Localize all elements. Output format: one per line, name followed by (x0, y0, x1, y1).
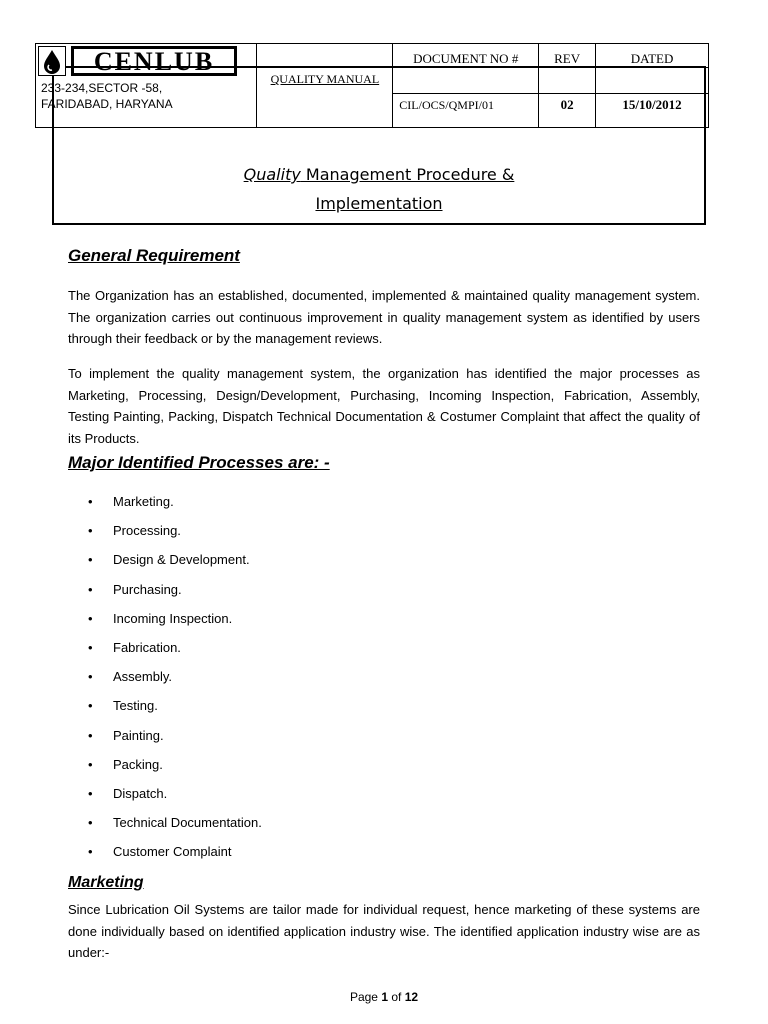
address-line-2: FARIDABAD, HARYANA (41, 97, 173, 111)
blank-cell (257, 44, 393, 68)
doc-no-value: CIL/OCS/QMPI/01 (393, 94, 539, 128)
oil-drop-icon (38, 46, 66, 76)
blank-cell (539, 68, 596, 94)
page-word: Page (349, 990, 378, 1004)
general-paragraph-2: To implement the quality management system, the organization has identified the major processes as Marketing, Processing, Design/Development, Purchasing, Incoming Inspection, Fabrication, Assembly, Testing Painting, Packing, Dispatch Technical Documentation & Costumer Complaint that affect the quality of its Products. (68, 366, 700, 446)
manual-label: QUALITY MANUAL (257, 68, 393, 128)
list-item: • Dispatch. (88, 782, 262, 811)
page-current: 1 (381, 990, 388, 1004)
title-line1: Management Procedure & (300, 165, 515, 184)
blank-cell (596, 68, 709, 94)
general-requirement-heading: General Requirement (68, 246, 240, 265)
dated-label: DATED (596, 44, 709, 68)
rev-value: 02 (539, 94, 596, 128)
company-name: CENLUB (71, 46, 237, 76)
rev-label: REV (539, 44, 596, 68)
list-item: • Incoming Inspection. (88, 607, 262, 636)
list-item: • Marketing. (88, 490, 262, 519)
document-title (52, 160, 706, 218)
marketing-paragraph: Since Lubrication Oil Systems are tailor made for individual request, hence marketing of these systems are done individually based on identified application industry wise. The identified application industry wise are as under:- (68, 902, 700, 960)
company-address (41, 80, 173, 112)
list-item: • Purchasing. (88, 578, 262, 607)
marketing-heading: Marketing (68, 874, 144, 891)
list-item: • Fabrication. (88, 636, 262, 665)
company-logo (38, 46, 238, 78)
list-item: • Technical Documentation. (88, 811, 262, 840)
list-item: • Packing. (88, 753, 262, 782)
title-italic: Quality (243, 165, 301, 184)
page-footer (0, 990, 768, 1004)
list-item: • Customer Complaint (88, 840, 262, 869)
dated-value: 15/10/2012 (596, 94, 709, 128)
processes-heading: Major Identified Processes are: - (68, 453, 330, 472)
list-item: • Design & Development. (88, 548, 262, 577)
processes-list (88, 490, 262, 869)
list-item: • Painting. (88, 724, 262, 753)
list-item: • Processing. (88, 519, 262, 548)
of-word: of (391, 990, 402, 1004)
list-item: • Testing. (88, 694, 262, 723)
address-line-1: 233-234,SECTOR -58, (41, 81, 163, 95)
page-total: 12 (404, 990, 419, 1004)
blank-cell (393, 68, 539, 94)
doc-no-label: DOCUMENT NO # (393, 44, 539, 68)
general-paragraph-1: The Organization has an established, documented, implemented & maintained quality management system. The organization carries out continuous improvement in quality management system as identified by users through their feedback or by the management reviews. (68, 288, 700, 346)
list-item: • Assembly. (88, 665, 262, 694)
title-line2: Implementation (315, 194, 443, 213)
